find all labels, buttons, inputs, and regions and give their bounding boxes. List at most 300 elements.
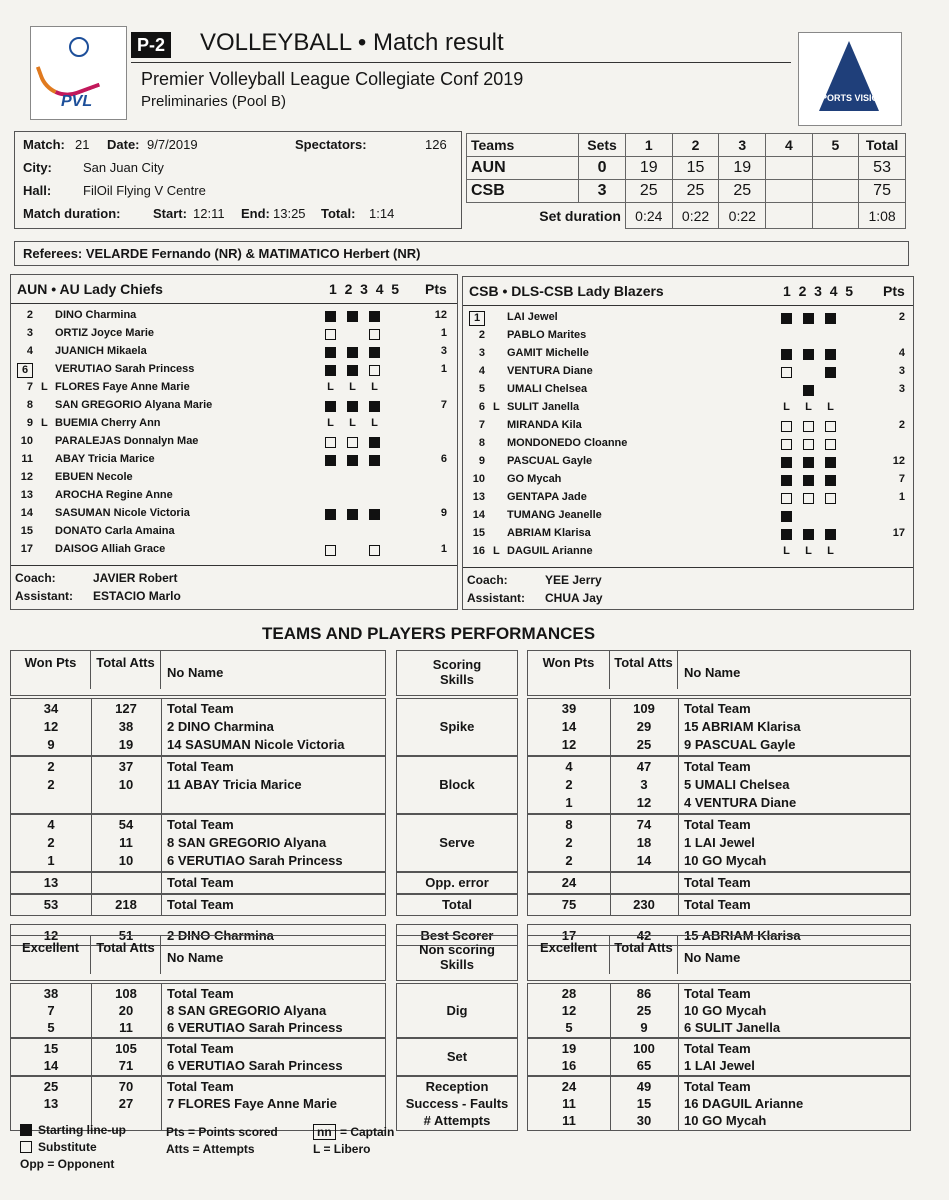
right-header-cell: Won Pts: [528, 651, 610, 689]
title-divider: [131, 62, 791, 63]
set-score: 25: [719, 180, 766, 203]
right-skill-group: [527, 756, 911, 814]
player-name: SAN GREGORIO Alyana Marie: [55, 399, 213, 411]
player-number: 4: [26, 345, 33, 357]
right-header-cell: Total Atts: [610, 651, 678, 689]
player-number: 3: [478, 347, 485, 359]
total-team-label: Total Team: [167, 986, 234, 1001]
column-divider: [161, 1077, 162, 1130]
stat-value: 24: [561, 875, 577, 890]
scoreboard-header: [467, 134, 906, 157]
player-name: 15 ABRIAM Klarisa: [684, 719, 801, 734]
scoreboard-col-set2: 2: [672, 134, 719, 157]
stat-attempts: 18: [636, 835, 652, 850]
stat-value: 13: [43, 875, 59, 890]
libero-set-marker: L: [805, 401, 812, 413]
city-value: San Juan City: [83, 160, 164, 175]
player-points: 1: [440, 363, 447, 375]
player-row: [463, 473, 913, 489]
phase-name: Preliminaries (Pool B): [141, 93, 287, 110]
player-points: 9: [440, 507, 447, 519]
player-row: [11, 507, 457, 523]
total-team-label: Total Team: [167, 817, 234, 832]
stat-value: 4: [565, 759, 573, 774]
starting-lineup-square-icon: [347, 311, 358, 322]
player-number: 8: [478, 437, 485, 449]
set-score: 15: [672, 157, 719, 180]
competition-name: Premier Volleyball League Collegiate Conf 2019: [141, 69, 524, 89]
skill-header: Non scoring Skills: [396, 935, 518, 981]
player-name: 16 DAGUIL Arianne: [684, 1096, 804, 1111]
skill-label: [396, 698, 518, 756]
stat-value: 13: [43, 1096, 59, 1111]
skill-label: [396, 814, 518, 872]
best-points: 12: [43, 928, 59, 943]
skill-name: Opp. error: [425, 875, 489, 890]
right-skill-group: [527, 1038, 911, 1076]
column-divider: [91, 873, 92, 893]
libero-set-marker: L: [827, 401, 834, 413]
player-number: 1: [469, 311, 485, 326]
libero-set-marker: L: [783, 545, 790, 557]
stat-value: 39: [561, 701, 577, 716]
stat-attempts: 70: [118, 1079, 134, 1094]
player-name: DAGUIL Arianne: [507, 545, 593, 557]
set-score: [766, 180, 812, 203]
libero-marker: L: [41, 417, 48, 429]
starting-lineup-square-icon: [781, 349, 792, 360]
libero-set-marker: L: [805, 545, 812, 557]
player-name: DONATO Carla Amaina: [55, 525, 175, 537]
skill-name: # Attempts: [423, 1113, 491, 1128]
stat-value: 12: [561, 737, 577, 752]
libero-marker: L: [493, 401, 500, 413]
set-score: [766, 157, 812, 180]
stat-value: 14: [561, 719, 577, 734]
player-name: DAISOG Alliah Grace: [55, 543, 166, 555]
total-team-label: Total Team: [167, 875, 234, 890]
substitute-square-icon: [825, 421, 836, 432]
skill-name: Success - Faults: [405, 1096, 509, 1111]
column-divider: [161, 815, 162, 871]
best-player: 2 DINO Charmina: [167, 928, 274, 943]
left-skill-group: [10, 872, 386, 894]
total-team-label: Total Team: [684, 875, 751, 890]
skill-header: Scoring Skills: [396, 650, 518, 696]
player-points: 1: [898, 491, 905, 503]
player-name: 6 VERUTIAO Sarah Princess: [167, 1058, 343, 1073]
referees-text: Referees: VELARDE Fernando (NR) & MATIMATICO Herbert (NR): [23, 246, 421, 261]
legend-opponent: Opp = Opponent: [20, 1157, 115, 1171]
libero-set-marker: L: [783, 401, 790, 413]
starting-lineup-square-icon: [369, 347, 380, 358]
team-b-coach-divider: [463, 567, 913, 568]
player-name: EBUEN Necole: [55, 471, 133, 483]
player-points: 4: [898, 347, 905, 359]
player-number: 14: [20, 507, 33, 519]
stat-attempts: 105: [115, 1041, 137, 1056]
scoreboard-col-sets: Sets: [579, 134, 626, 157]
player-points: 7: [440, 399, 447, 411]
set-score: 25: [672, 180, 719, 203]
skill-label: [396, 1038, 518, 1076]
player-number: 6: [17, 363, 33, 378]
right-skill-group: [527, 894, 911, 916]
scoreboard-row-aun: [467, 157, 906, 180]
starting-lineup-square-icon: [325, 365, 336, 376]
stat-value: 38: [43, 986, 59, 1001]
stat-attempts: 65: [636, 1058, 652, 1073]
substitute-square-icon: [369, 329, 380, 340]
player-points: 2: [898, 419, 905, 431]
stat-attempts: 100: [633, 1041, 655, 1056]
spectators-label: Spectators:: [295, 137, 367, 152]
starting-lineup-square-icon: [347, 509, 358, 520]
sets-won: 0: [579, 157, 626, 180]
stat-attempts: 108: [115, 986, 137, 1001]
player-row: [11, 309, 457, 325]
stat-value: 2: [47, 835, 55, 850]
left-skill-group: [10, 1038, 386, 1076]
player-points: 3: [898, 365, 905, 377]
total-team-label: Total Team: [684, 759, 751, 774]
player-name: 6 VERUTIAO Sarah Princess: [167, 1020, 343, 1035]
player-name: 2 DINO Charmina: [167, 719, 274, 734]
starting-lineup-square-icon: [369, 437, 380, 448]
total-time: 1:14: [369, 206, 395, 221]
team-a-roster-panel: [10, 274, 458, 610]
starting-lineup-square-icon: [347, 365, 358, 376]
set-score: 19: [719, 157, 766, 180]
stat-attempts: 230: [633, 897, 655, 912]
column-divider: [161, 1039, 162, 1075]
player-number: 12: [20, 471, 33, 483]
legend-libero: L = Libero: [313, 1142, 371, 1156]
stat-attempts: 127: [115, 701, 137, 716]
stat-attempts: 29: [636, 719, 652, 734]
total-label: Total:: [321, 206, 356, 221]
skill-name: Block: [439, 777, 475, 792]
best-player: 15 ABRIAM Klarisa: [684, 928, 801, 943]
team-b-assistant-name: CHUA Jay: [545, 591, 603, 605]
skill-name: Reception: [425, 1079, 489, 1094]
best-points: 17: [561, 928, 577, 943]
player-number: 6: [478, 401, 485, 413]
hall-label: Hall:: [23, 183, 52, 198]
player-number: 4: [478, 365, 485, 377]
set-duration: 0:24: [625, 203, 672, 229]
player-row: [463, 509, 913, 525]
referees-panel: [14, 241, 909, 266]
stat-value: 24: [561, 1079, 577, 1094]
stat-value: 1: [565, 795, 573, 810]
player-name: 9 PASCUAL Gayle: [684, 737, 796, 752]
scoreboard-row-csb: [467, 180, 906, 203]
team-a-pts-label: Pts: [425, 281, 447, 297]
scoring-skills-section: [0, 650, 949, 943]
substitute-square-icon: [781, 439, 792, 450]
team-a-header-divider: [11, 303, 457, 304]
set-duration: [812, 203, 858, 229]
column-divider: [678, 757, 679, 813]
player-points: 1: [440, 543, 447, 555]
player-row: [11, 489, 457, 505]
legend-points: Pts = Points scored: [166, 1125, 278, 1139]
set-duration: 0:22: [719, 203, 766, 229]
stat-value: 34: [43, 701, 59, 716]
team-a-assistant-name: ESTACIO Marlo: [93, 589, 181, 603]
substitute-square-icon: [20, 1141, 32, 1153]
player-name: ABRIAM Klarisa: [507, 527, 591, 539]
stat-attempts: 25: [636, 1003, 652, 1018]
player-number: 15: [472, 527, 485, 539]
player-name: PABLO Marites: [507, 329, 587, 341]
stat-value: 5: [565, 1020, 573, 1035]
substitute-square-icon: [781, 421, 792, 432]
total-score: 75: [859, 180, 906, 203]
player-name: SULIT Janella: [507, 401, 580, 413]
player-row: [463, 383, 913, 399]
stat-attempts: 3: [640, 777, 648, 792]
starting-lineup-square-icon: [803, 475, 814, 486]
starting-lineup-square-icon: [369, 311, 380, 322]
skill-label: [396, 756, 518, 814]
player-name: FLORES Faye Anne Marie: [55, 381, 190, 393]
set-score: 25: [625, 180, 672, 203]
sports-vision-logo: [798, 32, 902, 126]
stat-attempts: 10: [118, 777, 134, 792]
team-a-assistant-label: Assistant:: [15, 589, 74, 603]
starting-lineup-square-icon: [803, 457, 814, 468]
starting-lineup-square-icon: [781, 313, 792, 324]
column-divider: [678, 984, 679, 1037]
player-name: GENTAPA Jade: [507, 491, 587, 503]
player-name: MONDONEDO Cloanne: [507, 437, 628, 449]
spectators-count: 126: [425, 137, 447, 152]
team-a-player-list: [11, 309, 457, 569]
match-duration-label: Match duration:: [23, 206, 121, 221]
skill-label: [396, 1076, 518, 1131]
player-number: 2: [478, 329, 485, 341]
stat-attempts: 11: [119, 835, 133, 850]
column-divider: [161, 895, 162, 915]
performances-title: TEAMS AND PLAYERS PERFORMANCES: [262, 624, 596, 643]
end-time: 13:25: [273, 206, 306, 221]
player-number: 17: [20, 543, 33, 555]
match-number: 21: [75, 137, 90, 152]
document-title: VOLLEYBALL • Match result: [200, 29, 504, 56]
substitute-square-icon: [825, 493, 836, 504]
skill-name: Serve: [439, 835, 475, 850]
player-row: [463, 491, 913, 507]
right-skill-group: [527, 698, 911, 756]
stat-value: 11: [562, 1096, 576, 1111]
player-points: 12: [892, 455, 905, 467]
team-b-pts-label: Pts: [883, 283, 905, 299]
player-row: [11, 453, 457, 469]
player-name: 8 SAN GREGORIO Alyana: [167, 835, 327, 850]
total-team-label: Total Team: [684, 897, 751, 912]
player-name: 11 ABAY Tricia Marice: [167, 777, 302, 792]
column-divider: [678, 1077, 679, 1130]
stat-attempts: 12: [636, 795, 652, 810]
match-label: Match:: [23, 137, 65, 152]
starting-lineup-square-icon: [325, 311, 336, 322]
player-row: [463, 419, 913, 435]
player-name: TUMANG Jeanelle: [507, 509, 602, 521]
stat-attempts: 47: [636, 759, 652, 774]
column-divider: [678, 815, 679, 871]
column-divider: [161, 984, 162, 1037]
player-name: 1 LAI Jewel: [684, 835, 755, 850]
column-divider: [678, 895, 679, 915]
stat-value: 15: [43, 1041, 59, 1056]
stat-value: 12: [561, 1003, 577, 1018]
scoreboard-col-set5: 5: [812, 134, 858, 157]
team-code: CSB: [467, 180, 579, 203]
stat-value: 4: [47, 817, 55, 832]
stat-value: 11: [562, 1113, 576, 1128]
player-number: 9: [26, 417, 33, 429]
stat-value: 8: [565, 817, 573, 832]
substitute-square-icon: [325, 437, 336, 448]
player-number: 13: [472, 491, 485, 503]
set-duration-row: [467, 203, 906, 229]
total-team-label: Total Team: [167, 759, 234, 774]
total-team-label: Total Team: [167, 897, 234, 912]
player-name: ORTIZ Joyce Marie: [55, 327, 155, 339]
scoreboard-col-set3: 3: [719, 134, 766, 157]
total-team-label: Total Team: [684, 701, 751, 716]
starting-lineup-square-icon: [325, 401, 336, 412]
scoreboard-col-total: Total: [859, 134, 906, 157]
set-score: [812, 180, 858, 203]
left-header-cell: Total Atts: [91, 936, 161, 974]
stat-value: 2: [565, 777, 573, 792]
player-row: [11, 417, 457, 433]
captain-box-icon: nn: [313, 1124, 336, 1140]
player-number: 15: [20, 525, 33, 537]
starting-lineup-square-icon: [325, 347, 336, 358]
team-a-coach-name: JAVIER Robert: [93, 571, 178, 585]
total-team-label: Total Team: [167, 1041, 234, 1056]
player-row: [11, 525, 457, 541]
best-attempts: 51: [118, 928, 134, 943]
stat-value: 2: [565, 853, 573, 868]
set-duration-label: Set duration: [467, 203, 626, 229]
total-team-label: Total Team: [167, 701, 234, 716]
player-row: [11, 399, 457, 415]
set-score: [812, 157, 858, 180]
team-b-roster-panel: [462, 276, 914, 610]
left-header-cell: Won Pts: [11, 651, 91, 689]
team-b-header-divider: [463, 305, 913, 306]
player-name: SASUMAN Nicole Victoria: [55, 507, 190, 519]
player-name: 6 SULIT Janella: [684, 1020, 781, 1035]
starting-lineup-square-icon: [347, 455, 358, 466]
sets-won: 3: [579, 180, 626, 203]
player-row: [463, 437, 913, 453]
substitute-square-icon: [325, 545, 336, 556]
stat-attempts: 27: [118, 1096, 134, 1111]
libero-set-marker: L: [827, 545, 834, 557]
substitute-square-icon: [825, 439, 836, 450]
starting-lineup-square-icon: [781, 511, 792, 522]
libero-set-marker: L: [349, 381, 356, 393]
player-name: PASCUAL Gayle: [507, 455, 593, 467]
stat-attempts: 49: [636, 1079, 652, 1094]
team-b-coach-label: Coach:: [467, 573, 508, 587]
right-skill-group: [527, 814, 911, 872]
player-row: [463, 329, 913, 345]
stat-attempts: 15: [636, 1096, 652, 1111]
skill-label: [396, 983, 518, 1038]
pvl-logo-text: PVL: [61, 93, 93, 110]
match-info-panel: [14, 131, 462, 229]
stat-value: 2: [565, 835, 573, 850]
player-name: 8 SAN GREGORIO Alyana: [167, 1003, 327, 1018]
starting-lineup-square-icon: [369, 455, 380, 466]
player-number: 14: [472, 509, 485, 521]
player-row: [11, 435, 457, 451]
left-skill-group: [10, 983, 386, 1038]
player-number: 5: [478, 383, 485, 395]
column-divider: [610, 873, 611, 893]
libero-marker: L: [493, 545, 500, 557]
stat-value: 7: [47, 1003, 55, 1018]
best-scorer-label: Best Scorer: [396, 924, 518, 946]
libero-set-marker: L: [371, 381, 378, 393]
city-label: City:: [23, 160, 52, 175]
skill-name: Spike: [439, 719, 475, 734]
hall-value: FilOil Flying V Centre: [83, 183, 206, 198]
right-skill-group: [527, 983, 911, 1038]
starting-lineup-square-icon: [369, 401, 380, 412]
player-number: 7: [26, 381, 33, 393]
player-name: BUEMIA Cherry Ann: [55, 417, 161, 429]
stat-attempts: 19: [118, 737, 134, 752]
total-team-label: Total Team: [684, 1041, 751, 1056]
total-score: 53: [859, 157, 906, 180]
stat-attempts: 109: [633, 701, 655, 716]
stat-value: 2: [47, 777, 55, 792]
starting-lineup-square-icon: [803, 385, 814, 396]
stat-value: 14: [43, 1058, 59, 1073]
player-name: GAMIT Michelle: [507, 347, 589, 359]
stat-value: 5: [47, 1020, 55, 1035]
stat-value: 16: [561, 1058, 577, 1073]
stat-value: 1: [47, 853, 55, 868]
player-name: 6 VERUTIAO Sarah Princess: [167, 853, 343, 868]
starting-lineup-square-icon: [781, 475, 792, 486]
left-header-cell: Total Atts: [91, 651, 161, 689]
team-a-set-columns: 1 2 3 4 5: [329, 281, 400, 297]
player-name: VERUTIAO Sarah Princess: [55, 363, 195, 375]
starting-lineup-square-icon: [20, 1124, 32, 1136]
starting-lineup-square-icon: [369, 509, 380, 520]
substitute-square-icon: [781, 493, 792, 504]
stat-attempts: 25: [636, 737, 652, 752]
player-number: 13: [20, 489, 33, 501]
player-number: 7: [478, 419, 485, 431]
starting-lineup-square-icon: [803, 349, 814, 360]
team-b-title: CSB • DLS-CSB Lady Blazers: [469, 283, 664, 299]
substitute-square-icon: [803, 493, 814, 504]
libero-set-marker: L: [327, 381, 334, 393]
player-name: DINO Charmina: [55, 309, 137, 321]
total-team-label: Total Team: [684, 1079, 751, 1094]
stat-attempts: 30: [636, 1113, 652, 1128]
